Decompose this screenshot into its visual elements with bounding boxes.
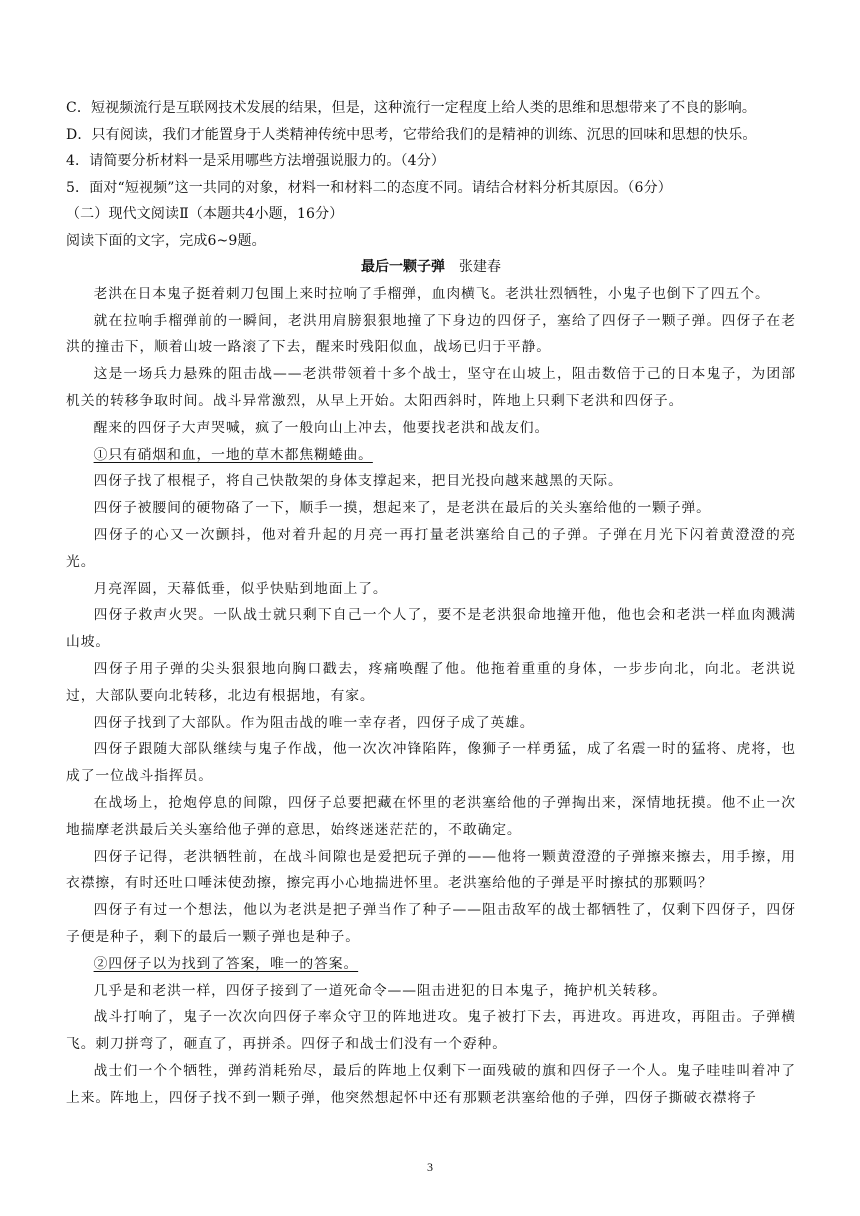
underlined-sentence-2: ②四伢子以为找到了答案，唯一的答案。 [93, 955, 359, 972]
story-paragraph: 四伢子用子弹的尖头狠狠地向胸口戳去，疼痛唤醒了他。他拖着重重的身体，一步步向北，向北。老洪说过，大部队要向北转移，北边有根据地，有家。 [66, 660, 796, 704]
story-paragraph-underlined-2 [66, 951, 796, 978]
story-title: 最后一颗子弹 [361, 259, 445, 275]
story-paragraph: 四伢子找到了大部队。作为阻击战的唯一幸存者，四伢子成了英雄。 [93, 714, 535, 731]
story-paragraph: 战士们一个个牺牲，弹药消耗殆尽，最后的阵地上仅剩下一面残破的旗和四伢子一个人。鬼子哇哇叫着冲了上来。阵地上，四伢子找不到一颗子弹，他突然想起怀中还有那颗老洪塞给他的子弹，四伢子撕破衣襟将子 [66, 1062, 796, 1106]
story-paragraph: 月亮浑圆，天幕低垂，似乎快贴到地面上了。 [93, 580, 388, 597]
option-c: C．短视频流行是互联网技术发展的结果，但是，这种流行一定程度上给人类的思维和思想带来了不良的影响。 [66, 100, 757, 116]
page-number: 3 [427, 1160, 433, 1174]
story-paragraph: 几乎是和老洪一样，四伢子接到了一道死命令——阻击进犯的日本鬼子，掩护机关转移。 [93, 982, 667, 999]
story-author: 张建春 [459, 259, 501, 275]
story-paragraph: 四伢子有过一个想法，他以为老洪是把子弹当作了种子——阻击敌军的战士都牺牲了，仅剩下四伢子，四伢子便是种子，剩下的最后一颗子弹也是种子。 [66, 902, 796, 945]
story-paragraph: 老洪在日本鬼子挺着刺刀包围上来时拉响了手榴弹，血肉横飞。老洪壮烈牺牲，小鬼子也倒下了四五个。 [93, 285, 770, 302]
story-paragraph: 四伢子找了根棍子，将自己快散架的身体支撑起来，把目光投向越来越黑的天际。 [93, 473, 623, 490]
story-title-line [66, 254, 796, 281]
story-paragraph: 醒来的四伢子大声哭喊，疯了一般向山上冲去，他要找老洪和战友们。 [93, 419, 550, 436]
story-paragraph-underlined-1 [66, 442, 796, 469]
story-paragraph: 四伢子跟随大部队继续与鬼子作战，他一次次冲锋陷阵，像狮子一样勇猛，成了名震一时的猛将、虎将，也成了一位战斗指挥员。 [66, 741, 796, 785]
story-paragraph: 四伢子的心又一次颤抖，他对着升起的月亮一再打量老洪塞给自己的子弹。子弹在月光下闪着黄澄澄的亮光。 [66, 526, 796, 570]
question-4: 4．请简要分析材料一是采用哪些方法增强说服力的。（4分） [66, 153, 446, 169]
story-paragraph: 四伢子记得，老洪牺牲前，在战斗间隙也是爱把玩子弹的——他将一颗黄澄澄的子弹擦来擦去，用手擦，用衣襟擦，有时还吐口唾沫使劲擦，擦完再小心地揣进怀里。老洪塞给他的子弹是平时擦拭的那颗吗？ [66, 848, 796, 892]
page-content [66, 95, 796, 1112]
story-paragraph: 四伢子被腰间的硬物硌了一下，顺手一摸，想起来了，是老洪在最后的关头塞给他的一颗子弹。 [93, 500, 711, 517]
story-paragraph: 四伢子救声火哭。一队战士就只剩下自己一个人了，要不是老洪狠命地撞开他，他也会和老洪一样血肉溅满山坡。 [66, 607, 796, 651]
story-paragraph: 在战场上，抢炮停息的间隙，四伢子总要把藏在怀里的老洪塞给他的子弹掏出来，深情地抚摸。他不止一次地揣摩老洪最后关头塞给他子弹的意思，始终迷迷茫茫的，不敢确定。 [66, 794, 796, 838]
story-paragraph: 就在拉响手榴弹前的一瞬间，老洪用肩膀狠狠地撞了下身边的四伢子，塞给了四伢子一颗子弹。四伢子在老洪的撞击下，顺着山坡一路滚了下去，醒来时残阳似血，战场已归于平静。 [66, 312, 796, 356]
section-heading: （二）现代文阅读Ⅱ（本题共4小题，16分） [66, 206, 344, 222]
story-paragraph: 这是一场兵力悬殊的阻击战——老洪带领着十多个战士，坚守在山坡上，阻击数倍于己的日本鬼子，为团部机关的转移争取时间。战斗异常激烈，从早上开始。太阳西斜时，阵地上只剩下老洪和四伢子。 [66, 366, 796, 409]
story-paragraph: 战斗打响了，鬼子一次次向四伢子率众守卫的阵地进攻。鬼子被打下去，再进攻。再进攻，再阻击。子弹横飞。刺刀拼弯了，砸直了，再拼杀。四伢子和战士们没有一个孬种。 [66, 1009, 796, 1053]
underlined-sentence-1: ①只有硝烟和血，一地的草木都焦糊蜷曲。 [93, 446, 373, 463]
question-5: 5．面对“短视频”这一共同的对象，材料一和材料二的态度不同。请结合材料分析其原因。（6分） [66, 179, 672, 196]
option-d: D．只有阅读，我们才能置身于人类精神传统中思考，它带给我们的是精神的训练、沉思的回味和思想的快乐。 [66, 126, 757, 143]
reading-instruction: 阅读下面的文字，完成6~9题。 [66, 232, 266, 249]
